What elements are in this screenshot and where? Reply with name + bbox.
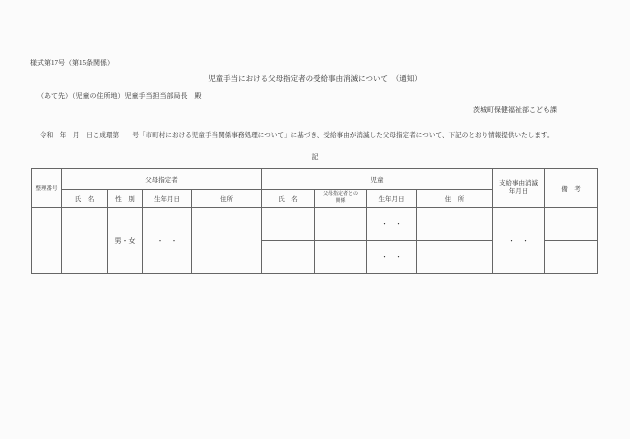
- column-header-serial-number: 整理番号: [32, 169, 62, 208]
- column-header-child-name: 氏 名: [262, 190, 315, 208]
- column-header-parent-sex: 性 別: [108, 190, 143, 208]
- column-header-remarks: 備 考: [545, 169, 598, 208]
- column-header-child-address: 住 所: [417, 190, 493, 208]
- issuing-department: 茨城町保健福祉部こども課: [473, 106, 557, 114]
- cell-child1-name: [262, 208, 315, 241]
- cell-child2-name: [262, 241, 315, 274]
- child-relation-header-line1: 父母指定者との: [322, 192, 358, 198]
- cell-child2-birthdate: ・ ・: [367, 241, 417, 274]
- column-group-child: 児童: [262, 169, 493, 190]
- column-header-child-birthdate: 生年月日: [367, 190, 417, 208]
- cell-parent-sex: 男・女: [108, 208, 143, 274]
- cell-parent-birthdate: ・ ・: [143, 208, 192, 274]
- cell-serial-number: [32, 208, 62, 274]
- document-title: 児童手当における父母指定者の受給事由消滅について （通知）: [208, 74, 422, 83]
- cell-child1-relation: [315, 208, 367, 241]
- cell-remarks-row2: [545, 241, 598, 274]
- cell-remarks-row1: [545, 208, 598, 241]
- column-group-parent-designee: 父母指定者: [62, 169, 262, 190]
- extinction-header-line1: 支給事由消滅: [499, 179, 538, 187]
- column-header-extinction-date: [493, 169, 545, 208]
- column-header-parent-name: 氏 名: [62, 190, 108, 208]
- cell-child1-birthdate: ・ ・: [367, 208, 417, 241]
- addressee-line: （あて先）（児童の住所地）児童手当担当部局長 殿: [37, 92, 202, 100]
- cell-extinction-date: ・ ・: [493, 208, 545, 274]
- column-header-parent-birthdate: 生年月日: [143, 190, 192, 208]
- ki-heading: 記: [311, 153, 319, 161]
- cell-child2-address: [417, 241, 493, 274]
- cell-parent-name: [62, 208, 108, 274]
- body-paragraph: 令和 年 月 日こ成環第 号「市町村における児童手当関係事務処理について」に基づき、受給事由が消滅した父母指定者について、下記のとおり情報提供いたします。: [40, 132, 554, 139]
- column-header-parent-address: 住所: [192, 190, 262, 208]
- cell-child1-address: [417, 208, 493, 241]
- column-header-child-relation: [315, 190, 367, 208]
- cell-child2-relation: [315, 241, 367, 274]
- cell-parent-address: [192, 208, 262, 274]
- form-number: 様式第17号（第15条関係）: [30, 59, 114, 67]
- notification-table: [31, 168, 598, 274]
- extinction-header-line2: 年月日: [508, 188, 529, 195]
- child-relation-header-line2: 関係: [335, 198, 346, 204]
